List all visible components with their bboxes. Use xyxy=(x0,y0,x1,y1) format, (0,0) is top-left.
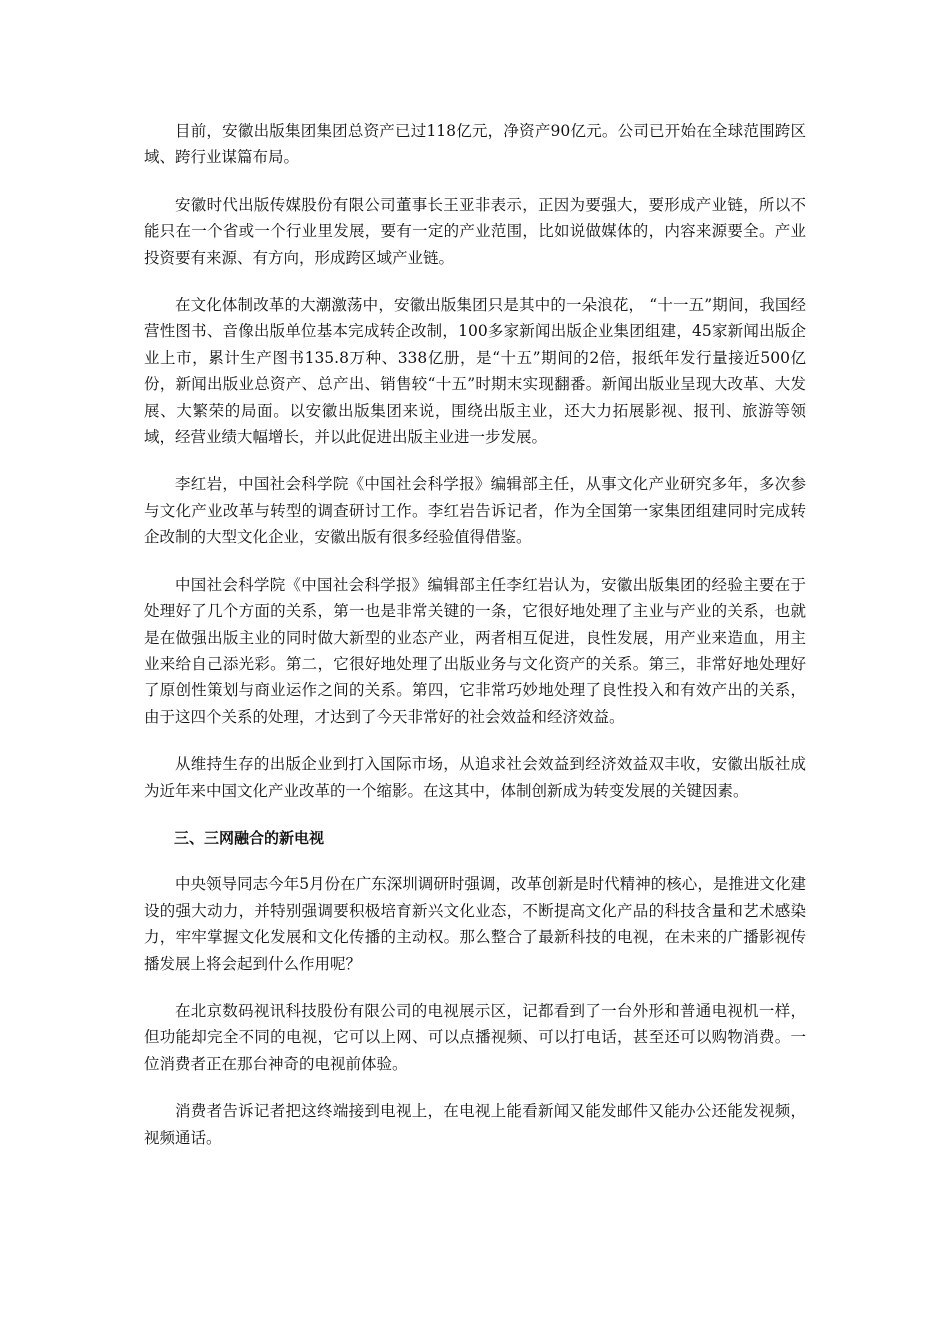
paragraph-total-assets: 目前，安徽出版集团集团总资产已过118亿元，净资产90亿元。公司已开始在全球范围跨区域、跨行业谋篇布局。 xyxy=(144,122,806,167)
paragraph-tv-showroom: 在北京数码视讯科技股份有限公司的电视展示区，记都看到了一台外形和普通电视机一样，但功能却完全不同的电视，它可以上网、可以点播视频、可以打电话，甚至还可以购物消费。一位消费者正在那台神奇的电视前体验。 xyxy=(144,1001,806,1073)
paragraph-experience-analysis: 中国社会科学院《中国社会科学报》编辑部主任李红岩认为，安徽出版集团的经验主要在于处理好了几个方面的关系，第一也是非常关键的一条，它很好地处理了主业与产业的关系，也就是在做强出版主业的同时做大新型的业态产业，两者相互促进，良性发展，用产业来造血，用主业来给自己添光彩。第二，它很好地处理了出版业务与文化资产的关系。第三，非常好地处理好了原创性策划与商业运作之间的关系。第四，它非常巧妙地处理了良性投入和有效产出的关系，由于这四个关系的处理，才达到了今天非常好的社会效益和经济效益。 xyxy=(144,575,806,726)
paragraph-leadership-remarks: 中央领导同志今年5月份在广东深圳调研时强调，改革创新是时代精神的核心，是推进文化建设的强大动力，并特别强调要积极培育新兴文化业态，不断提高文化产品的科技含量和艺术感染力，牢牢掌握文化发展和文化传播的主动权。那么整合了最新科技的电视，在未来的广播影视传播发展上将会起到什么作用呢？ xyxy=(144,875,806,973)
paragraph-chairman-statement: 安徽时代出版传媒股份有限公司董事长王亚非表示，正因为要强大，要形成产业链，所以不能只在一个省或一个行业里发展，要有一定的产业范围，比如说做媒体的，内容来源要全。产业投资要有来源、有方向，形成跨区域产业链。 xyxy=(144,195,806,267)
paragraph-li-hongyan-intro: 李红岩，中国社会科学院《中国社会科学报》编辑部主任，从事文化产业研究多年，多次参与文化产业改革与转型的调查研讨工作。李红岩告诉记者，作为全国第一家集团组建同时完成转企改制的大型文化企业，安徽出版有很多经验值得借鉴。 xyxy=(144,475,806,547)
section-heading: 三、三网融合的新电视 xyxy=(174,828,325,847)
document-page xyxy=(144,118,806,1172)
paragraph-reform-overview: 在文化体制改革的大潮激荡中，安徽出版集团只是其中的一朵浪花， “十一五”期间，我国经营性图书、音像出版单位基本完成转企改制，100多家新闻出版企业集团组建，45家新闻出版企业上市，累计生产图书135.8万种、338亿册，是“十五”期间的2倍，报纸年发行量接近500亿份，新闻出版业总资产、总产出、销售较“十五”时期末实现翻番。新闻出版业呈现大改革、大发展、大繁荣的局面。以安徽出版集团来说，围绕出版主业，还大力拓展影视、报刊、旅游等领域，经营业绩大幅增长，并以此促进出版主业进一步发展。 xyxy=(144,296,806,447)
paragraph-summary: 从维持生存的出版企业到打入国际市场，从追求社会效益到经济效益双丰收，安徽出版社成为近年来中国文化产业改革的一个缩影。在这其中，体制创新成为转变发展的关键因素。 xyxy=(144,755,806,800)
paragraph-consumer-quote: 消费者告诉记者把这终端接到电视上，在电视上能看新闻又能发邮件又能办公还能发视频，视频通话。 xyxy=(144,1102,806,1147)
